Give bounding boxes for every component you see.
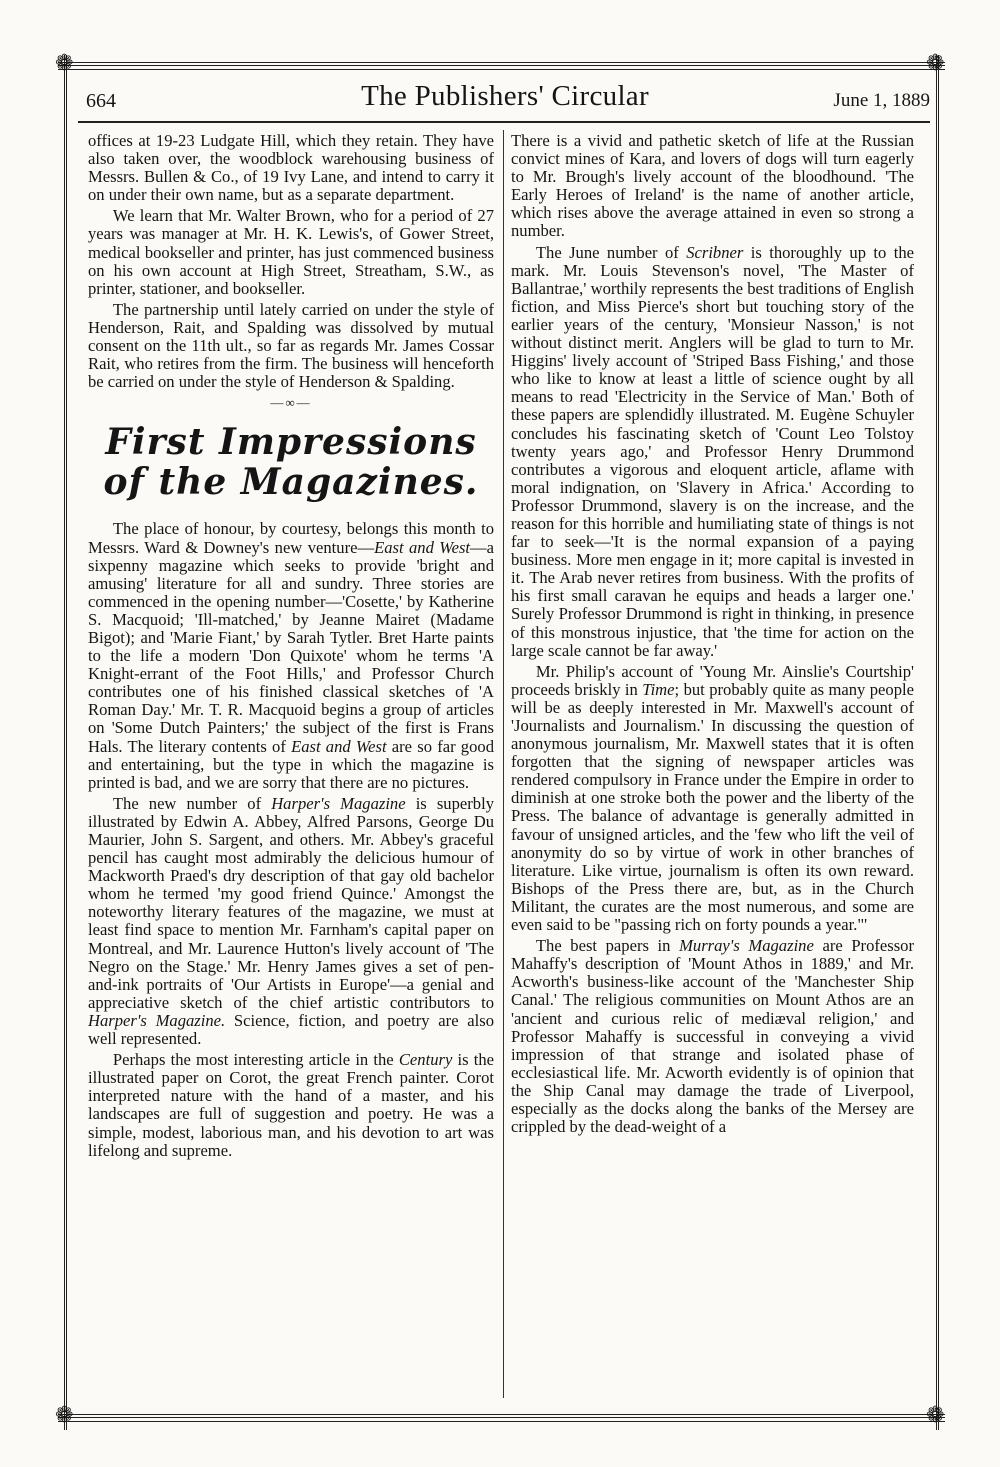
left-border-rule <box>64 55 67 1430</box>
paragraph: The best papers in Murray's Magazine are Professor Mahaffy's description of 'Mount Athos in 1889,' and Mr. Acworth's business-like account of the 'Manchester Ship Canal.' The religious communities on Mount Athos are an 'ancient and curious relic of mediæval religion,' and Professor Mahaffy is successful in conveying a vivid impression of that strange and isolated phase of ecclesiastical life. Mr. Acworth evidently is of opinion that the Ship Canal may damage the trade of Liverpool, especially as the docks along the banks of the Mersey are crippled by the dead-weight of a <box>511 936 915 1137</box>
corner-ornament-icon: ❁ <box>55 50 74 75</box>
issue-date: June 1, 1889 <box>833 90 930 111</box>
header-rule <box>78 121 930 123</box>
corner-ornament-icon: ❁ <box>926 1402 945 1427</box>
paragraph: The place of honour, by courtesy, belongs this month to Messrs. Ward & Downey's new venture—East and West—a sixpenny magazine which seeks to provide 'bright and amusing' literature for all and sundry. Three stories are commenced in the opening number—'Cosette,' by Katherine S. Macquoid; 'Ill-matched,' by Jeanne Mairet (Madame Bigot); and 'Marie Fiant,' by Sarah Tytler. Bret Harte paints to the life a modern 'Don Quixote' whom he terms 'A Knight-errant of the Foot Hills,' and Professor Church contributes one of his finished classical sketches of 'A Roman Day.' Mr. T. R. Macquoid begins a group of articles on 'Some Dutch Painters;' the subject of the first is Frans Hals. The literary contents of East and West are so far good and entertaining, but the type in which the magazine is printed is bad, and we are sorry that there are no pictures. <box>88 519 495 792</box>
corner-ornament-icon: ❁ <box>55 1402 74 1427</box>
paragraph: The June number of Scribner is thoroughly up to the mark. Mr. Louis Stevenson's novel, 'The Master of Ballantrae,' worthily represents the best traditions of English fiction, and Miss Pierce's short but touching story of the earlier years of the century, 'Monsieur Nasson,' is not without distinct merit. Anglers will be glad to turn to Mr. Higgins' lively account of 'Striped Bass Fishing,' and those who like to know at least a little of science ought by all means to read 'Electricity in the Service of Man.' Both of these papers are splendidly illustrated. M. Eugène Schuyler concludes his fascinating sketch of 'Count Leo Tolstoy twenty years ago,' and Professor Henry Drummond contributes a vigorous and eloquent article, aflame with moral indignation, on 'Slavery in Africa.' According to Professor Drummond, slavery is on the increase, and the reason for this horrible and humiliating state of things is not far to seek—'It is the normal expansion of a paying business. More men engage in it; more capital is invested in it. The Arab never retires from business. With the profits of his first small caravan he equips and heads a larger one.' Surely Professor Drummond is right in thinking, in presence of this monstrous injustice, that 'the time for action on the large scale cannot be far away.' <box>511 242 914 660</box>
paragraph: We learn that Mr. Walter Brown, who for a period of 27 years was manager at Mr. H. K. Lewis's, of Gower Street, medical bookseller and printer, has just commenced business on his own account at High Street, Streatham, S.W., as printer, stationer, and bookseller. <box>88 206 494 298</box>
top-border-rule-inner <box>58 69 945 70</box>
paragraph: Mr. Philip's account of 'Young Mr. Ainslie's Courtship' proceeds briskly in Time; but probably quite as many people will be as deeply interested in Mr. Maxwell's account of 'Journalists and Journalism.' In discussing the question of anonymous journalism, Mr. Maxwell states that it is often forgotten that the signing of newspaper articles was rendered compulsory in France under the Empire in order to diminish at one stroke both the power and the liberty of the Press. The balance of advantage is generally admitted in favour of unsigned articles, and the 'few who lift the veil of anonymity do so by virtue of work in other branches of literature. Like virtue, journalism is often its own reward. Bishops of the Press there are, but, as in the Church Militant, the curates are the most numerous, and some are even said to be "passing rich on forty pounds a year."' <box>511 661 914 935</box>
right-border-rule <box>936 55 939 1430</box>
running-header <box>80 80 930 120</box>
section-heading: First Impressions of the Magazines. <box>103 421 479 504</box>
paragraph: The partnership until lately carried on under the style of Henderson, Rait, and Spalding was dissolved by mutual consent on the 11th ult., so far as regards Mr. James Cossar Rait, who retires from the firm. The business will henceforth be carried on under the style of Henderson & Spalding. <box>88 299 494 392</box>
paragraph: offices at 19-23 Ludgate Hill, which they retain. They have also taken over, the woodblock warehousing business of Messrs. Bullen & Co., of 19 Ivy Lane, and intend to carry it on under their own name, but as a separate department. <box>88 131 494 205</box>
right-column <box>511 132 914 1139</box>
section-divider: —∞— <box>270 395 312 411</box>
left-column <box>88 132 494 1163</box>
column-divider <box>503 130 504 1398</box>
top-border-rule <box>58 62 945 66</box>
bottom-border-rule <box>58 1414 945 1418</box>
paragraph: Perhaps the most interesting article in the Century is the illustrated paper on Corot, the great French painter. Corot interpreted nature with the hand of a master, and his landscapes are full of suggestion and poetry. He was a simple, modest, laborious man, and his devotion to art was lifelong and supreme. <box>88 1050 495 1160</box>
page-number: 664 <box>86 90 116 112</box>
bottom-border-rule-inner <box>58 1421 945 1422</box>
corner-ornament-icon: ❁ <box>926 50 945 75</box>
paragraph: The new number of Harper's Magazine is superbly illustrated by Edwin A. Abbey, Alfred Parsons, George Du Maurier, John S. Sargent, and others. Mr. Abbey's graceful pencil has caught most admirably the delicious humour of Mackworth Praed's dry description of that gay old bachelor whom he termed 'my good friend Quince.' Amongst the noteworthy literary features of the magazine, we must at least find space to mention Mr. Farnham's capital paper on Montreal, and Mr. Laurence Hutton's lively account of 'The Negro on the Stage.' Mr. Henry James gives a set of pen-and-ink portraits of 'Our Artists in Europe'—a genial and appreciative sketch of the chief artistic contributors to Harper's Magazine. Science, fiction, and poetry are also well represented. <box>88 793 494 1049</box>
page-title: The Publishers' Circular <box>361 80 649 112</box>
paragraph: There is a vivid and pathetic sketch of life at the Russian convict mines of Kara, and lovers of dogs will turn eagerly to Mr. Brough's lively account of the bloodhound. 'The Early Heroes of Ireland' is the name of another article, which rises above the average attained in even so strong a number. <box>511 131 914 241</box>
